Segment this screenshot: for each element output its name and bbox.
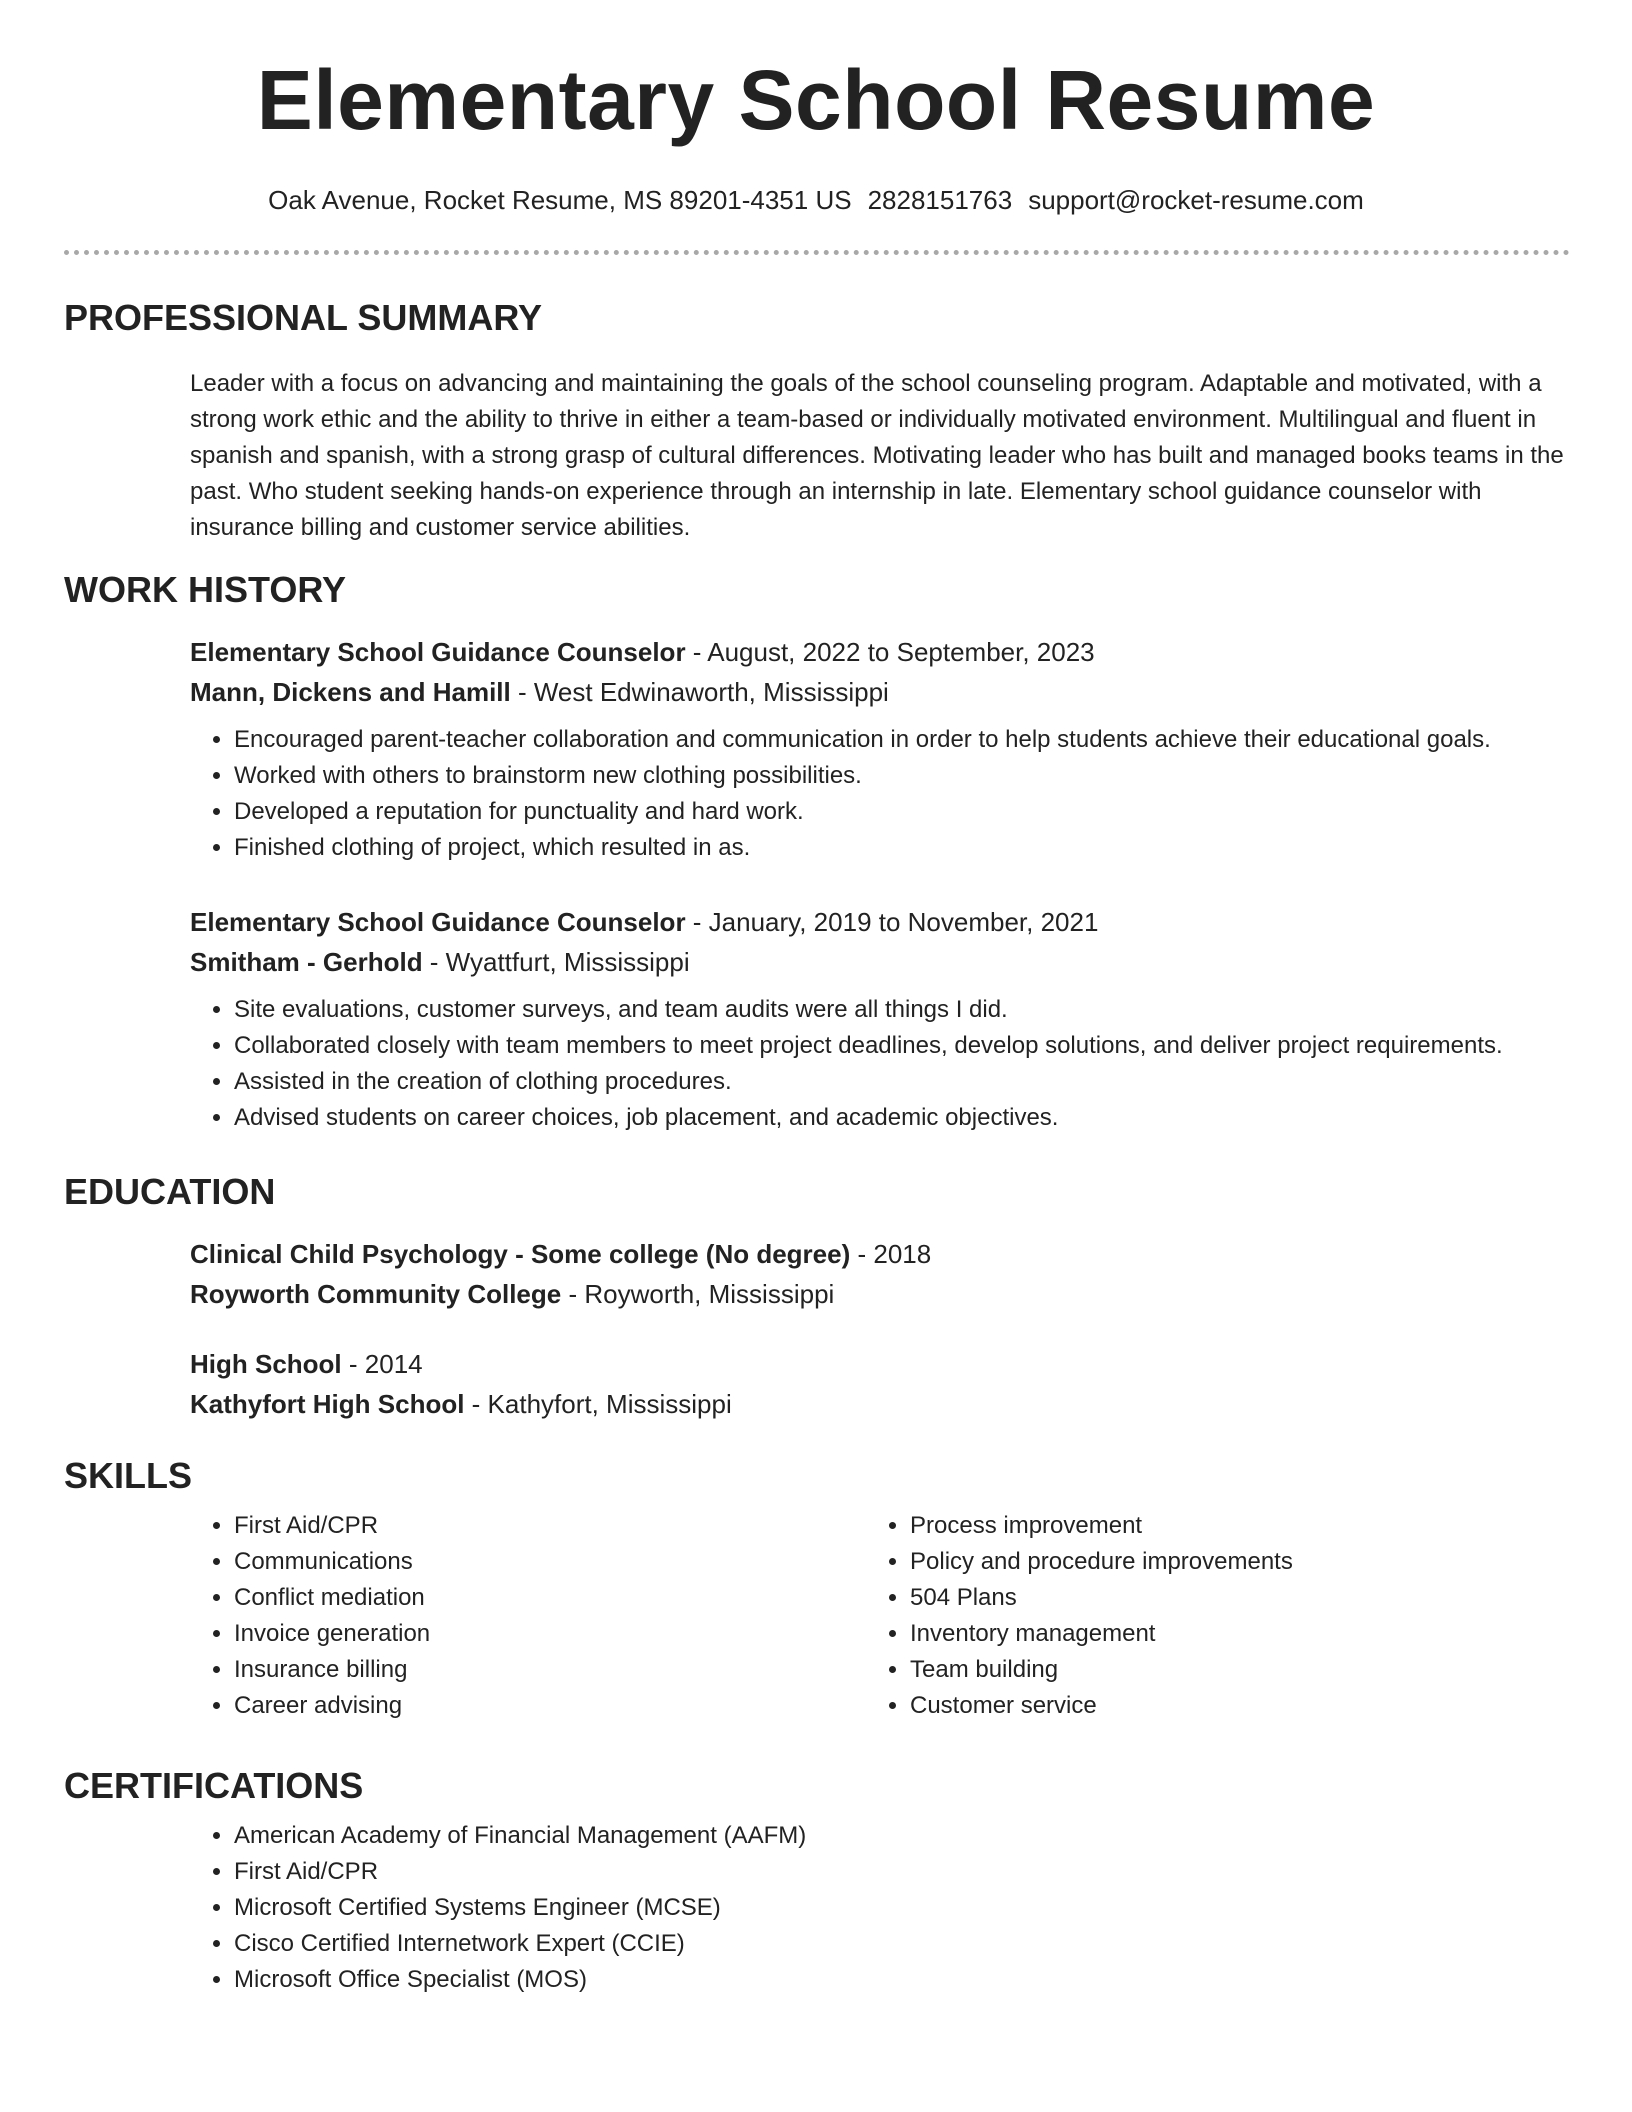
contact-email: support@rocket-resume.com: [1028, 185, 1364, 215]
job-role: Elementary School Guidance Counselor: [190, 637, 686, 667]
list-item: • Process improvement: [910, 1508, 1506, 1544]
skills-list: [866, 1508, 1506, 1724]
list-item: • Invoice generation: [234, 1616, 830, 1652]
list-item: • Microsoft Office Specialist (MOS): [234, 1962, 1570, 1998]
list-item: • Policy and procedure improvements: [910, 1544, 1506, 1580]
education-entry: [190, 1234, 1570, 1314]
education-school-line: [190, 1384, 1570, 1424]
job-entry: [190, 902, 1570, 1136]
education-degree-line: [190, 1234, 1570, 1274]
contact-address: Oak Avenue, Rocket Resume, MS 89201-4351 US: [268, 185, 852, 215]
contact-line: [0, 184, 1632, 216]
education-degree: High School: [190, 1349, 342, 1379]
list-item: • Team building: [910, 1652, 1506, 1688]
list-item: • Encouraged parent-teacher collaboration and communication in order to help students achieve their educational goals.: [234, 722, 1570, 758]
education-year: - 2018: [850, 1239, 932, 1269]
job-location: - West Edwinaworth, Mississippi: [510, 677, 889, 707]
list-item: • Inventory management: [910, 1616, 1506, 1652]
list-item: • Career advising: [234, 1688, 830, 1724]
job-role: Elementary School Guidance Counselor: [190, 907, 686, 937]
contact-phone: 2828151763: [867, 185, 1013, 215]
section-title-work: WORK HISTORY: [64, 569, 347, 610]
job-company-line: [190, 942, 1570, 982]
job-company: Smitham - Gerhold: [190, 947, 423, 977]
certifications-block: [190, 1818, 1570, 1998]
resume-title: Elementary School Resume: [256, 53, 1376, 147]
list-item: • Insurance billing: [234, 1652, 830, 1688]
job-dates: - August, 2022 to September, 2023: [685, 637, 1095, 667]
section-title-certifications: CERTIFICATIONS: [64, 1765, 364, 1806]
education-location: - Kathyfort, Mississippi: [464, 1389, 732, 1419]
job-title-line: [190, 632, 1570, 672]
certifications-list: [190, 1818, 1570, 1998]
education-degree-line: [190, 1344, 1570, 1384]
summary-text: Leader with a focus on advancing and maintaining the goals of the school counseling program. Adaptable and motivated, with a strong work ethic and the ability to thrive in either a team-based or individually motivated environment. Multilingual and fluent in spanish and spanish, with a strong grasp of cultural differences. Motivating leader who has built and managed books teams in the past. Who student seeking hands-on experience through an internship in late. Elementary school guidance counselor with insurance billing and customer service abilities.: [190, 370, 1564, 541]
education-school: Kathyfort High School: [190, 1389, 465, 1419]
education-degree: Clinical Child Psychology - Some college (No degree): [190, 1239, 851, 1269]
skills-column-left: [190, 1508, 830, 1724]
list-item: • Worked with others to brainstorm new clothing possibilities.: [234, 758, 1570, 794]
section-title-skills: SKILLS: [64, 1455, 193, 1496]
skills-column-right: [866, 1508, 1506, 1724]
list-item: • Assisted in the creation of clothing procedures.: [234, 1064, 1570, 1100]
education-school: Royworth Community College: [190, 1279, 562, 1309]
list-item: • Conflict mediation: [234, 1580, 830, 1616]
education-school-line: [190, 1274, 1570, 1314]
list-item: • Microsoft Certified Systems Engineer (MCSE): [234, 1890, 1570, 1926]
list-item: • First Aid/CPR: [234, 1854, 1570, 1890]
job-bullets: [190, 722, 1570, 866]
list-item: • First Aid/CPR: [234, 1508, 830, 1544]
job-entry: [190, 632, 1570, 866]
list-item: • Finished clothing of project, which resulted in as.: [234, 830, 1570, 866]
skills-list: [190, 1508, 830, 1724]
education-entry: [190, 1344, 1570, 1424]
job-title-line: [190, 902, 1570, 942]
section-title-summary: PROFESSIONAL SUMMARY: [64, 297, 543, 338]
job-dates: - January, 2019 to November, 2021: [685, 907, 1099, 937]
job-location: - Wyattfurt, Mississippi: [422, 947, 690, 977]
header-divider: [64, 250, 1570, 255]
list-item: • Site evaluations, customer surveys, and team audits were all things I did.: [234, 992, 1570, 1028]
list-item: • Cisco Certified Internetwork Expert (CCIE): [234, 1926, 1570, 1962]
list-item: • Advised students on career choices, job placement, and academic objectives.: [234, 1100, 1570, 1136]
job-company: Mann, Dickens and Hamill: [190, 677, 511, 707]
education-location: - Royworth, Mississippi: [561, 1279, 835, 1309]
list-item: • Customer service: [910, 1688, 1506, 1724]
education-year: - 2014: [341, 1349, 423, 1379]
list-item: • Collaborated closely with team members to meet project deadlines, develop solutions, and deliver project requirements.: [234, 1028, 1570, 1064]
section-title-education: EDUCATION: [64, 1171, 276, 1212]
list-item: • Developed a reputation for punctuality and hard work.: [234, 794, 1570, 830]
job-bullets: [190, 992, 1570, 1136]
job-company-line: [190, 672, 1570, 712]
list-item: • Communications: [234, 1544, 830, 1580]
list-item: • American Academy of Financial Management (AAFM): [234, 1818, 1570, 1854]
list-item: • 504 Plans: [910, 1580, 1506, 1616]
